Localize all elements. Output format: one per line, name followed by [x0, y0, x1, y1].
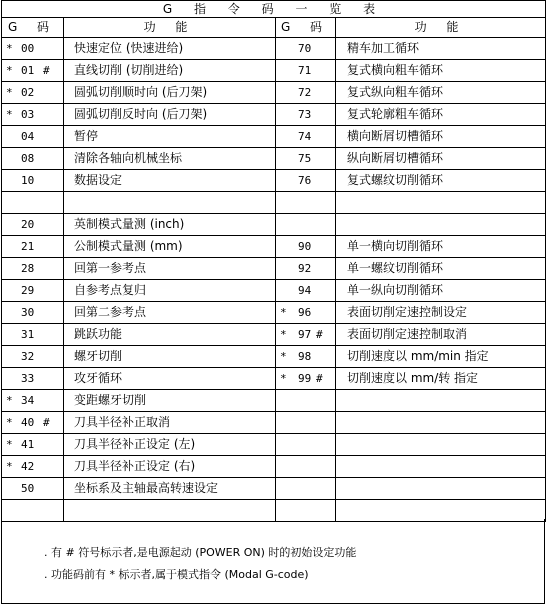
table-row [2, 192, 546, 214]
left-code-star: * [6, 394, 13, 407]
right-code-num: 97 [298, 328, 312, 341]
header-g-code-left: G 码 [2, 18, 64, 38]
left-code-num: 04 [21, 130, 35, 143]
left-code-num: 03 [21, 108, 35, 121]
left-g-code-cell [2, 390, 64, 412]
table-row [2, 368, 546, 390]
left-function-cell: 圆弧切削反时向 (后刀架) [64, 104, 276, 126]
left-g-code-cell [2, 324, 64, 346]
right-g-code-cell [276, 302, 336, 324]
right-function-cell: 纵向断屑切槽循环 [336, 148, 546, 170]
header-g-code-right: G 码 [276, 18, 336, 38]
right-function-cell [336, 412, 546, 434]
left-function-cell: 数据设定 [64, 170, 276, 192]
right-code-num: 96 [298, 306, 312, 319]
left-code-num: 41 [21, 438, 35, 451]
table-title: G 指 令 码 一 览 表 [2, 1, 546, 18]
left-code-num: 02 [21, 86, 35, 99]
left-function-cell: 刀具半径补正取消 [64, 412, 276, 434]
left-function-cell: 公制模式量测 (mm) [64, 236, 276, 258]
g-code-table [1, 0, 546, 522]
table-row [2, 104, 546, 126]
right-function-cell: 复式横向粗车循环 [336, 60, 546, 82]
right-code-num: 75 [298, 152, 312, 165]
right-g-code-cell [276, 192, 336, 214]
right-g-code-cell [276, 280, 336, 302]
table-row [2, 236, 546, 258]
right-g-code-cell [276, 148, 336, 170]
left-code-num: 28 [21, 262, 35, 275]
table-row [2, 324, 546, 346]
right-g-code-cell [276, 82, 336, 104]
table-row [2, 60, 546, 82]
right-code-star: * [280, 372, 287, 385]
right-function-cell: 单一横向切削循环 [336, 236, 546, 258]
table-row [2, 214, 546, 236]
right-g-code-cell [276, 104, 336, 126]
right-g-code-cell [276, 60, 336, 82]
right-function-cell [336, 456, 546, 478]
left-g-code-cell [2, 456, 64, 478]
table-row [2, 390, 546, 412]
left-g-code-cell [2, 258, 64, 280]
right-function-cell: 切削速度以 mm/min 指定 [336, 346, 546, 368]
header-function-right: 功 能 [336, 18, 546, 38]
left-g-code-cell [2, 126, 64, 148]
left-g-code-cell [2, 368, 64, 390]
right-g-code-cell [276, 412, 336, 434]
left-function-cell: 暂停 [64, 126, 276, 148]
right-code-num: 74 [298, 130, 312, 143]
table-row [2, 38, 546, 60]
table-row [2, 258, 546, 280]
note-hash: . 有 # 符号标示者,是电源起动 (POWER ON) 时的初始设定功能 [44, 546, 357, 559]
right-code-hash: # [316, 372, 323, 385]
right-function-cell [336, 214, 546, 236]
left-function-cell [64, 192, 276, 214]
left-function-cell: 螺牙切削 [64, 346, 276, 368]
left-code-star: * [6, 416, 13, 429]
left-code-num: 42 [21, 460, 35, 473]
left-function-cell: 英制模式量测 (inch) [64, 214, 276, 236]
left-function-cell: 圆弧切削顺时向 (后刀架) [64, 82, 276, 104]
right-function-cell [336, 390, 546, 412]
right-g-code-cell [276, 214, 336, 236]
left-code-num: 30 [21, 306, 35, 319]
left-code-num: 40 [21, 416, 35, 429]
left-code-num: 50 [21, 482, 35, 495]
right-function-cell: 切削速度以 mm/转 指定 [336, 368, 546, 390]
left-g-code-cell [2, 478, 64, 500]
left-code-num: 29 [21, 284, 35, 297]
right-code-num: 90 [298, 240, 312, 253]
right-code-star: * [280, 306, 287, 319]
right-g-code-cell [276, 126, 336, 148]
left-g-code-cell [2, 280, 64, 302]
left-function-cell: 自参考点复归 [64, 280, 276, 302]
right-function-cell: 表面切削定速控制取消 [336, 324, 546, 346]
left-function-cell: 跳跃功能 [64, 324, 276, 346]
left-code-num: 33 [21, 372, 35, 385]
table-row [2, 456, 546, 478]
right-code-num: 94 [298, 284, 312, 297]
right-code-num: 70 [298, 42, 312, 55]
right-code-star: * [280, 350, 287, 363]
right-code-num: 92 [298, 262, 312, 275]
left-code-hash: # [43, 416, 50, 429]
right-function-cell: 复式纵向粗车循环 [336, 82, 546, 104]
table-row [2, 126, 546, 148]
left-code-num: 10 [21, 174, 35, 187]
table-row [2, 82, 546, 104]
left-function-cell: 攻牙循环 [64, 368, 276, 390]
right-code-num: 99 [298, 372, 312, 385]
right-g-code-cell [276, 324, 336, 346]
left-g-code-cell [2, 302, 64, 324]
left-function-cell: 快速定位 (快速进给) [64, 38, 276, 60]
left-code-num: 20 [21, 218, 35, 231]
right-function-cell: 单一纵向切削循环 [336, 280, 546, 302]
table-row [2, 302, 546, 324]
right-function-cell [336, 478, 546, 500]
right-code-num: 76 [298, 174, 312, 187]
left-g-code-cell [2, 104, 64, 126]
right-function-cell: 复式螺纹切削循环 [336, 170, 546, 192]
left-g-code-cell [2, 412, 64, 434]
left-code-star: * [6, 438, 13, 451]
left-function-cell: 清除各轴向机械坐标 [64, 148, 276, 170]
left-g-code-cell [2, 214, 64, 236]
right-function-cell: 横向断屑切槽循环 [336, 126, 546, 148]
right-function-cell: 单一螺纹切削循环 [336, 258, 546, 280]
left-code-star: * [6, 42, 13, 55]
left-g-code-cell [2, 82, 64, 104]
right-g-code-cell [276, 258, 336, 280]
left-code-num: 01 [21, 64, 35, 77]
right-code-hash: # [316, 328, 323, 341]
left-function-cell: 回第二参考点 [64, 302, 276, 324]
right-code-num: 98 [298, 350, 312, 363]
right-g-code-cell [276, 434, 336, 456]
table-row [2, 478, 546, 500]
right-g-code-cell [276, 368, 336, 390]
left-function-cell: 刀具半径补正设定 (左) [64, 434, 276, 456]
right-g-code-cell [276, 38, 336, 60]
right-function-cell [336, 434, 546, 456]
table-row [2, 170, 546, 192]
note-star: . 功能码前有 * 标示者,属于模式指令 (Modal G-code) [44, 568, 309, 581]
header-function-left: 功 能 [64, 18, 276, 38]
left-function-cell: 回第一参考点 [64, 258, 276, 280]
left-g-code-cell [2, 434, 64, 456]
left-code-num: 08 [21, 152, 35, 165]
left-function-cell: 直线切削 (切削进给) [64, 60, 276, 82]
right-g-code-cell [276, 346, 336, 368]
left-g-code-cell [2, 192, 64, 214]
right-code-num: 73 [298, 108, 312, 121]
right-g-code-cell [276, 170, 336, 192]
left-code-num: 32 [21, 350, 35, 363]
right-function-cell [336, 192, 546, 214]
right-g-code-cell [276, 390, 336, 412]
left-code-num: 21 [21, 240, 35, 253]
right-code-num: 71 [298, 64, 312, 77]
right-g-code-cell [276, 478, 336, 500]
left-code-num: 00 [21, 42, 35, 55]
right-function-cell: 表面切削定速控制设定 [336, 302, 546, 324]
table-row [2, 412, 546, 434]
left-g-code-cell [2, 38, 64, 60]
right-function-cell: 精车加工循环 [336, 38, 546, 60]
left-function-cell: 坐标系及主轴最高转速设定 [64, 478, 276, 500]
table-row [2, 434, 546, 456]
left-g-code-cell [2, 148, 64, 170]
left-g-code-cell [2, 170, 64, 192]
left-g-code-cell [2, 60, 64, 82]
table-row [2, 148, 546, 170]
left-g-code-cell [2, 236, 64, 258]
right-code-num: 72 [298, 86, 312, 99]
right-function-cell: 复式轮廓粗车循环 [336, 104, 546, 126]
left-code-num: 34 [21, 394, 35, 407]
table-row [2, 280, 546, 302]
left-code-num: 31 [21, 328, 35, 341]
left-code-star: * [6, 460, 13, 473]
notes-box [1, 519, 545, 604]
left-code-star: * [6, 86, 13, 99]
right-code-star: * [280, 328, 287, 341]
left-function-cell: 变距螺牙切削 [64, 390, 276, 412]
table-row [2, 346, 546, 368]
right-g-code-cell [276, 236, 336, 258]
left-code-hash: # [43, 64, 50, 77]
left-code-star: * [6, 64, 13, 77]
right-g-code-cell [276, 456, 336, 478]
left-g-code-cell [2, 346, 64, 368]
left-function-cell: 刀具半径补正设定 (右) [64, 456, 276, 478]
left-code-star: * [6, 108, 13, 121]
